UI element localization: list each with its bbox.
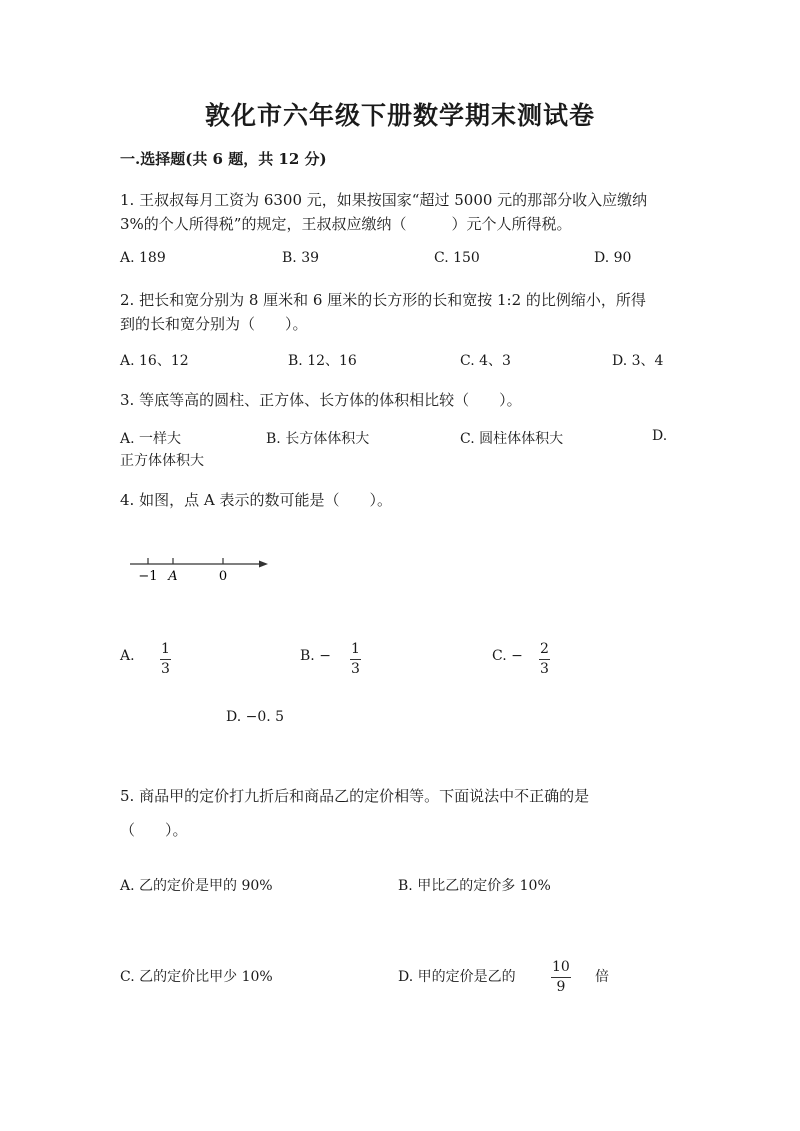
q2-line1: 2. 把长和宽分别为 8 厘米和 6 厘米的长方形的长和宽按 1:2 的比例缩小，所得 <box>120 291 646 309</box>
q4-option-a-fraction <box>160 641 171 678</box>
q5-option-d[interactable]: D. 甲的定价是乙的 <box>398 969 516 985</box>
q1-option-a[interactable]: A. 189 <box>120 250 166 266</box>
q2-option-c[interactable]: C. 4、3 <box>460 353 511 369</box>
label-point-a: A <box>168 569 178 584</box>
fraction-bar <box>350 659 361 660</box>
q3-option-b[interactable]: B. 长方体体积大 <box>266 431 370 447</box>
fraction-bar <box>539 659 550 660</box>
q4-option-a[interactable]: A. <box>120 648 135 664</box>
q4-line1: 4. 如图，点 A 表示的数可能是（ ）。 <box>120 491 392 509</box>
number-line-arrow <box>259 561 268 568</box>
fraction-numerator: 1 <box>161 641 170 657</box>
q5-option-d-fraction <box>551 959 571 996</box>
q2-option-a[interactable]: A. 16、12 <box>120 353 189 369</box>
q2-option-d[interactable]: D. 3、4 <box>612 353 664 369</box>
fraction-bar <box>551 977 571 978</box>
q3-option-d[interactable]: D. <box>652 428 668 444</box>
fraction-denominator: 3 <box>161 661 170 677</box>
fraction-denominator: 3 <box>351 661 360 677</box>
fraction-numerator: 10 <box>552 959 570 975</box>
q3-option-a[interactable]: A. 一样大 <box>120 431 182 447</box>
q4-option-b-fraction <box>350 641 361 678</box>
q4-option-d[interactable]: D. −0. 5 <box>226 709 285 725</box>
page-title: 敦化市六年级下册数学期末测试卷 <box>204 101 595 130</box>
q3-option-c[interactable]: C. 圆柱体体积大 <box>460 431 564 447</box>
fraction-numerator: 1 <box>351 641 360 657</box>
label-zero: 0 <box>218 569 228 584</box>
q4-option-c-fraction <box>539 641 550 678</box>
q5-line1: 5. 商品甲的定价打九折后和商品乙的定价相等。下面说法中不正确的是 <box>120 787 590 805</box>
fraction-numerator: 2 <box>540 641 549 657</box>
q1-option-d[interactable]: D. 90 <box>594 250 632 266</box>
q5-line2: （ ）。 <box>120 821 188 839</box>
q1-option-c[interactable]: C. 150 <box>434 250 480 266</box>
q5-option-d-suffix: 倍 <box>595 969 609 985</box>
q2-option-b[interactable]: B. 12、16 <box>288 353 357 369</box>
q1-option-b[interactable]: B. 39 <box>282 250 320 266</box>
q5-option-b[interactable]: B. 甲比乙的定价多 10% <box>398 878 551 894</box>
q4-option-b[interactable]: B. − <box>300 648 331 664</box>
q3-line1: 3. 等底等高的圆柱、正方体、长方体的体积相比较（ ）。 <box>120 391 522 409</box>
fraction-denominator: 3 <box>540 661 549 677</box>
number-line-figure <box>120 548 280 588</box>
q4-option-c[interactable]: C. − <box>492 648 523 664</box>
q1-line1: 1. 王叔叔每月工资为 6300 元，如果按国家“超过 5000 元的那部分收入应缴纳 <box>120 191 648 209</box>
q1-line2: 3%的个人所得税”的规定，王叔叔应缴纳（ ）元个人所得税。 <box>120 215 572 233</box>
q5-option-c[interactable]: C. 乙的定价比甲少 10% <box>120 969 273 985</box>
q5-option-a[interactable]: A. 乙的定价是甲的 90% <box>120 878 273 894</box>
label-minus-one: −1 <box>138 569 158 584</box>
q3-option-d-text: 正方体体积大 <box>120 453 204 469</box>
fraction-denominator: 9 <box>556 979 566 995</box>
q2-line2: 到的长和宽分别为（ ）。 <box>120 315 308 333</box>
section-heading: 一.选择题(共 6 题，共 12 分) <box>120 150 327 168</box>
fraction-bar <box>160 659 171 660</box>
